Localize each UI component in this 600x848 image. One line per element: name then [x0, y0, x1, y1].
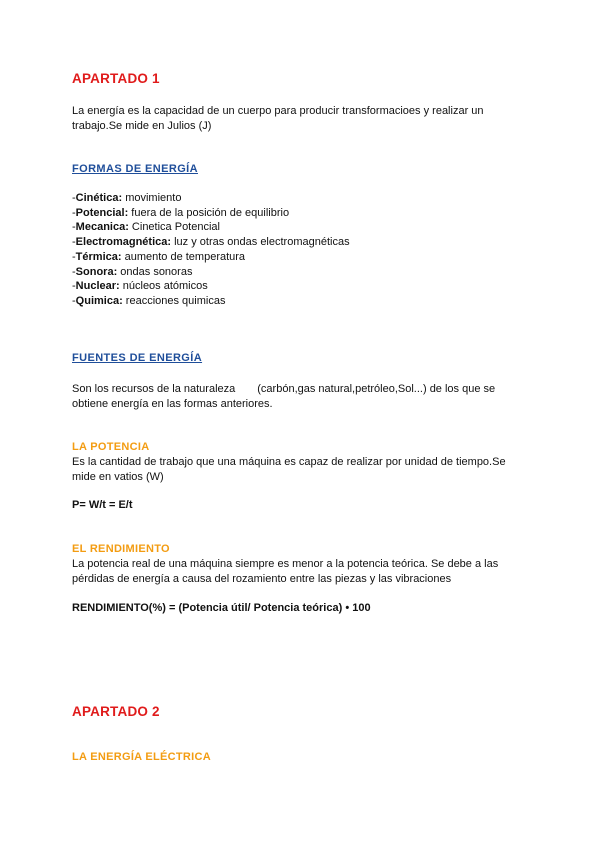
list-item: -Sonora: ondas sonoras: [72, 265, 193, 278]
list-item: -Mecanica: Cinetica Potencial: [72, 221, 220, 234]
rendimiento-line-2: pérdidas de energía a causa del rozamiento entre las piezas y las vibraciones: [72, 572, 452, 585]
formas-list: [72, 191, 350, 309]
list-term: Quimica:: [75, 294, 123, 307]
list-item: -Potencial: fuera de la posición de equilibrio: [72, 206, 290, 219]
list-term: Cinética:: [75, 192, 123, 204]
section2-title: APARTADO 2: [72, 704, 160, 719]
list-desc: núcleos atómicos: [119, 280, 208, 293]
list-desc: aumento de temperatura: [121, 250, 246, 263]
list-item: -Térmica: aumento de temperatura: [72, 250, 246, 263]
list-term: Sonora:: [75, 265, 118, 278]
potencia-line-2: mide en vatios (W): [72, 470, 164, 483]
list-desc: reacciones quimicas: [122, 294, 226, 307]
fuentes-line-1a: Son los recursos de la naturaleza: [72, 383, 236, 395]
section1-title: APARTADO 1: [72, 71, 160, 86]
potencia-paragraph: [72, 455, 522, 484]
list-item: -Quimica: reacciones quimicas: [72, 294, 226, 307]
list-item: -Cinética: movimiento: [72, 192, 182, 204]
list-desc: ondas sonoras: [117, 265, 193, 278]
fuentes-line-2: obtiene energía en las formas anteriores.: [72, 397, 273, 410]
formas-heading: FORMAS DE ENERGÍA: [72, 163, 198, 175]
potencia-formula: P= W/t = E/t: [72, 499, 133, 511]
fuentes-heading: FUENTES DE ENERGÍA: [72, 352, 203, 364]
list-term: Nuclear:: [75, 280, 120, 293]
rendimiento-heading: EL RENDIMIENTO: [72, 543, 170, 555]
list-term: Electromagnética:: [75, 236, 172, 249]
rendimiento-paragraph: [72, 557, 522, 586]
list-desc: luz y otras ondas electromagnéticas: [171, 236, 350, 249]
fuentes-line-1: [72, 382, 522, 397]
list-item: -Electromagnética: luz y otras ondas electromagnéticas: [72, 236, 350, 249]
intro-line-2: trabajo.Se mide en Julios (J): [72, 119, 212, 132]
fuentes-line-1b: (carbón,gas natural,petróleo,Sol...) de los que se: [257, 383, 496, 395]
list-desc: movimiento: [122, 192, 182, 204]
rendimiento-formula: RENDIMIENTO(%) = (Potencia útil/ Potencia teórica) • 100: [72, 602, 371, 614]
rendimiento-line-1: La potencia real de una máquina siempre es menor a la potencia teórica. Se debe a las: [72, 558, 499, 570]
intro-line-1: La energía es la capacidad de un cuerpo para producir transformacioes y realizar un: [72, 105, 484, 117]
fuentes-paragraph: [72, 382, 522, 411]
section2-subheading: LA ENERGÍA ELÉCTRICA: [72, 751, 212, 763]
list-item: -Nuclear: núcleos atómicos: [72, 280, 208, 293]
list-desc: fuera de la posición de equilibrio: [128, 206, 290, 219]
list-term: Mecanica:: [75, 221, 129, 234]
potencia-heading: LA POTENCIA: [72, 441, 150, 453]
list-desc: Cinetica Potencial: [128, 221, 220, 234]
section1-intro: [72, 104, 522, 133]
potencia-line-1: Es la cantidad de trabajo que una máquina es capaz de realizar por unidad de tiempo.Se: [72, 456, 506, 468]
list-term: Térmica:: [75, 250, 122, 263]
list-term: Potencial:: [75, 206, 129, 219]
